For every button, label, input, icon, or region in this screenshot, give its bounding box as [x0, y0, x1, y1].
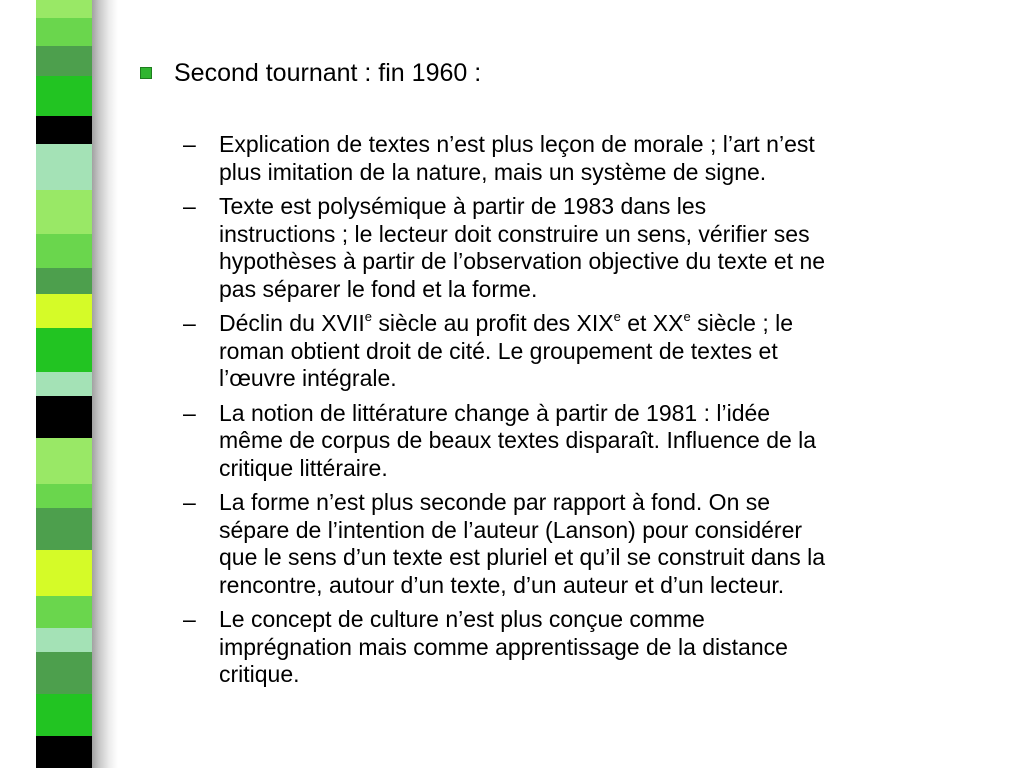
sub-bullet	[183, 489, 989, 599]
main-bullet	[174, 58, 481, 88]
dash-bullet-icon: –	[183, 310, 196, 336]
sub-bullet-text: Le concept de culture n’est plus conçue comme imprégnation mais comme apprentissage de la distance critique.	[219, 606, 788, 687]
superscript-text: e	[613, 309, 621, 325]
main-bullet-text: Second tournant : fin 1960 :	[174, 59, 482, 87]
sub-bullet-text: siècle au profit des XIX	[371, 310, 614, 336]
sub-bullet-text: La forme n’est plus seconde par rapport à fond. On se sépare de l’intention de l’auteur (Lanson) pour considérer que le sens d’un texte est pluriel et qu’il se construit dans la rencontre, autour d’un texte, d’un auteur et d’un lecteur.	[219, 489, 826, 598]
superscript-text: e	[683, 309, 691, 325]
sub-bullet-text: et XX	[620, 310, 684, 336]
dash-bullet-icon: –	[183, 131, 196, 157]
sub-bullet	[183, 193, 989, 303]
sub-bullet-text: siècle ; le roman obtient droit de cité. Le groupement de textes et l’œuvre intégrale.	[219, 310, 793, 391]
sub-bullet-text: Texte est polysémique à partir de 1983 dans les instructions ; le lecteur doit construire un sens, vérifier ses hypothèses à partir de l’observation objective du texte et ne pas séparer le fond et la forme.	[219, 193, 826, 302]
sub-bullet-text: Déclin du XVII	[219, 310, 365, 336]
sub-bullet	[183, 309, 989, 393]
sub-bullet	[183, 606, 989, 689]
sub-bullet	[183, 131, 989, 186]
dash-bullet-icon: –	[183, 399, 196, 426]
dash-bullet-icon: –	[183, 193, 196, 219]
superscript-text: e	[364, 309, 372, 325]
sub-bullet-list	[183, 131, 989, 696]
sub-bullet-text: La notion de littérature change à partir de 1981 : l’idée même de corpus de beaux textes disparaît. Influence de la critique littéraire.	[219, 399, 817, 481]
square-bullet-icon	[140, 67, 152, 79]
dash-bullet-icon: –	[183, 489, 196, 515]
sub-bullet-text: Explication de textes n’est plus leçon de morale ; l’art n’est plus imitation de la nature, mais un système de signe.	[219, 131, 815, 185]
dash-bullet-icon: –	[183, 606, 196, 632]
sub-bullet	[183, 399, 989, 483]
